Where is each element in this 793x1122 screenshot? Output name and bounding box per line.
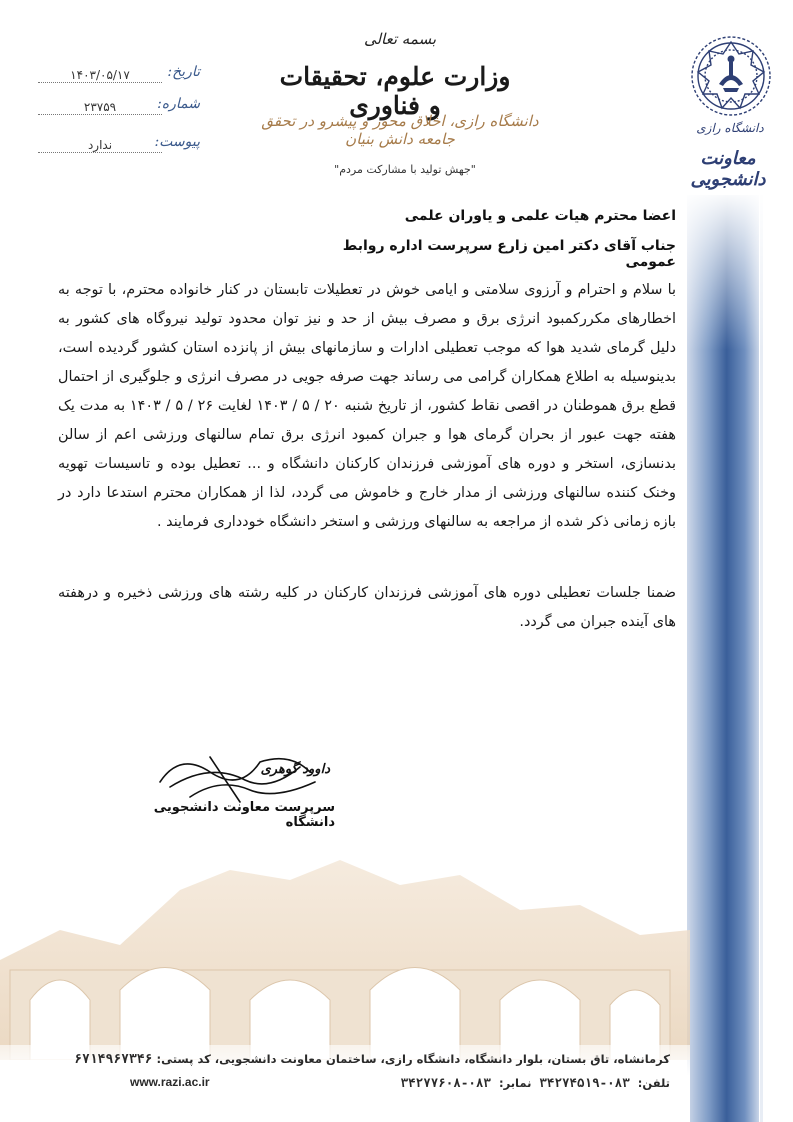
footer-fax: ۰۸۳-۳۴۲۷۷۶۰۸ [400,1075,491,1090]
logo-department-name: معاونت دانشجویی [690,148,766,190]
footer-website[interactable]: www.razi.ac.ir [130,1075,210,1089]
date-label: تاریخ: [167,64,200,80]
footer-phone-label: تلفن: [637,1076,670,1090]
number-value: ۲۳۷۵۹ [38,100,162,115]
side-band-fade [680,190,770,350]
letter-paragraph-2: ضمنا جلسات تعطیلی دوره های آموزشی فرزندان کارکنان در کلیه رشته های ورزشی ذخیره و درهفته های آینده جبران می گردد. [58,585,676,630]
footer-address-text: کرمانشاه، تاق بستان، بلوار دانشگاه، دانشگاه رازی، ساختمان معاونت دانشجویی، کد پستی: [156,1052,670,1066]
signatory-name: داوود گوهری [260,762,330,777]
footer-phone: ۰۸۳-۳۴۲۷۴۵۱۹ [539,1075,630,1090]
ministry-title: وزارت علوم، تحقیقات و فناوری [279,62,511,120]
date-value: ۱۴۰۳/۰۵/۱۷ [38,68,162,83]
logo-university-name: دانشگاه رازی [696,121,764,135]
university-landscape-illustration [0,850,690,1060]
attachment-value: ندارد [38,138,162,153]
attachment-field [38,134,200,156]
university-tagline: دانشگاه رازی، اخلاق محور و پیشرو در تحقق جامعه دانش بنیان [261,112,539,148]
recipient-line-2: جناب آقای دکتر امین زارع سرپرست اداره روابط عمومی [342,238,676,270]
date-field [38,64,200,86]
recipient-line-1: اعضا محترم هیات علمی و یاوران علمی [404,208,676,224]
footer-contact [130,1075,670,1090]
signatory-title: سرپرست معاونت دانشجویی دانشگاه [153,800,335,830]
footer-postal-code: ۶۷۱۴۹۶۷۳۴۶ [74,1052,153,1067]
slogan: "جهش تولید با مشارکت مردم" [334,163,476,176]
number-field [38,96,200,118]
attachment-label: پیوست: [154,134,200,150]
university-logo-icon [689,34,773,118]
footer-fax-label: نمابر: [498,1076,532,1090]
letter-paragraph-1: با سلام و احترام و آرزوی سلامتی و ایامی خوش در تعطیلات تابستان در کنار خانواده محترم، با توجه به اخطارهای مکررکمبود انرژی برق و مصرف بیش از حد و نیز توان محدود تولید نیروگاه های کشور به دلیل گرمای شدید هوا که موجب تعطیلی ادارات و سازمانهای بیش از پانزده استان کشور گردیده است، بدینوسیله به اطلاع همکاران گرامی می رساند جهت صرفه جویی در مصرف انرژی و جلوگیری از احتمال قطع برق هموطنان در اقصی نقاط کشور، از تاریخ شنبه ۲۰ / ۵ / ۱۴۰۳ لغایت ۲۶ / ۵ / ۱۴۰۳ به مدت یک هفته جهت عبور از بحران گرمای هوا و جبران کمبود انرژی برق تمام سالنهای ورزشی اعم از سالن بدنسازی، استخر و دوره های آموزشی فرزندان کارکنان دانشگاه و ... تعطیل بوده و تاسیسات تهویه وخنک کننده سالنهای ورزشی از مدار خارج و خاموش می گردد، لذا از همکاران محترم استدعا دارد در بازه زمانی ذکر شده از مراجعه به سالنهای ورزشی و استخر دانشگاه خودداری فرمایند . [58,282,677,530]
footer-address [30,1052,670,1067]
basmala: بسمه تعالی [363,30,437,48]
number-label: شماره: [157,96,200,112]
